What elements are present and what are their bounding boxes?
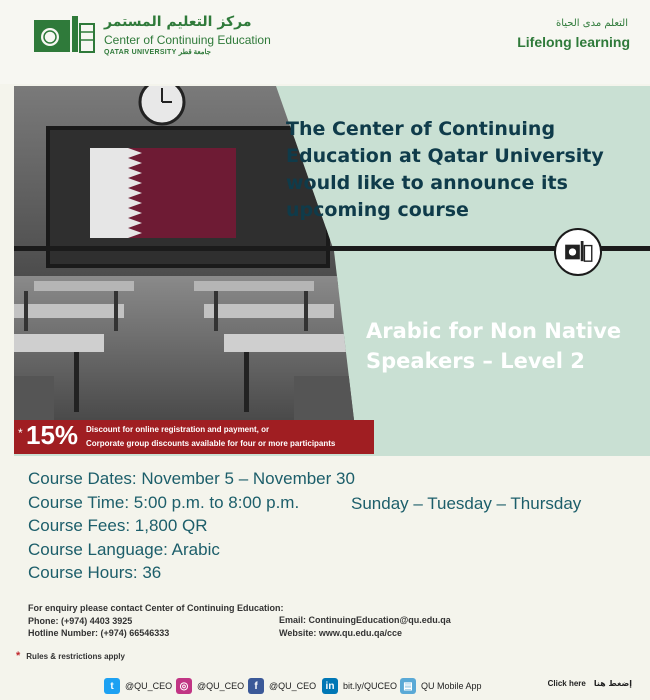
tagline-arabic: التعلم مدى الحياة [555,18,628,29]
instagram-icon: ◎ [176,678,192,694]
linkedin-link[interactable] [322,676,397,696]
course-time: Course Time: 5:00 p.m. to 8:00 p.m. [28,492,300,512]
mobile-app-icon: ▤ [400,678,416,694]
discount-line-2: Corporate group discounts available for four or more participants [86,439,336,448]
course-dates: Course Dates: November 5 – November 30 [28,469,355,488]
university-name: QATAR UNIVERSITY جامعة قطر [104,49,211,56]
rules-note [16,650,125,662]
click-here-link[interactable] [548,679,632,688]
email-link[interactable]: Email: ContinuingEducation@qu.edu.qa [279,615,451,625]
asterisk-marker: * [18,426,23,440]
instagram-handle: @QU_CEO [197,681,245,691]
course-details [28,467,355,585]
rules-text: Rules & restrictions apply [26,652,125,661]
discount-banner [14,420,374,454]
announcement-text: The Center of Continuing Education at Qatar University would like to announce its upcoming course [286,118,604,221]
facebook-icon: f [248,678,264,694]
instagram-link[interactable] [176,676,244,696]
contact-online [279,614,451,639]
linkedin-icon: in [322,678,338,694]
twitter-handle: @QU_CEO [125,681,173,691]
mobile-app-link[interactable] [400,676,482,696]
tagline-english: Lifelong learning [517,34,630,50]
course-hours: Course Hours: 36 [28,563,162,582]
facebook-link[interactable] [248,676,316,696]
social-footer [0,672,650,700]
course-days: Sunday – Tuesday – Thursday [351,494,582,513]
facebook-handle: @QU_CEO [269,681,317,691]
org-name-english: Center of Continuing Education [104,33,271,47]
course-language: Course Language: Arabic [28,539,220,559]
header [0,0,650,84]
rules-asterisk-icon: * [16,650,21,662]
cce-emblem-icon [554,228,602,276]
linkedin-url: bit.ly/QUCEO [343,681,398,691]
course-fees: Course Fees: 1,800 QR [28,516,208,535]
discount-percent: 15% [26,420,79,450]
mobile-app-label: QU Mobile App [421,681,482,691]
contact-heading: For enquiry please contact Center of Continuing Education: [28,603,284,613]
course-title: Arabic for Non Native Speakers – Level 2 [366,319,622,373]
org-name-arabic: مركز التعليم المستمر [104,14,252,30]
cce-logo-icon [34,14,96,54]
click-here-ar: إضغط هنا [593,679,632,688]
hotline-number: Hotline Number: (+974) 66546333 [28,628,170,638]
phone-number: Phone: (+974) 4403 3925 [28,615,133,626]
discount-line-1: Discount for online registration and payment, or [86,425,270,434]
twitter-icon: t [104,678,120,694]
website-link[interactable]: Website: www.qu.edu.qa/cce [279,627,403,638]
click-here-en: Click here [547,679,586,688]
twitter-link[interactable] [104,676,172,696]
hero-banner [14,86,650,456]
contact-info [28,602,284,640]
